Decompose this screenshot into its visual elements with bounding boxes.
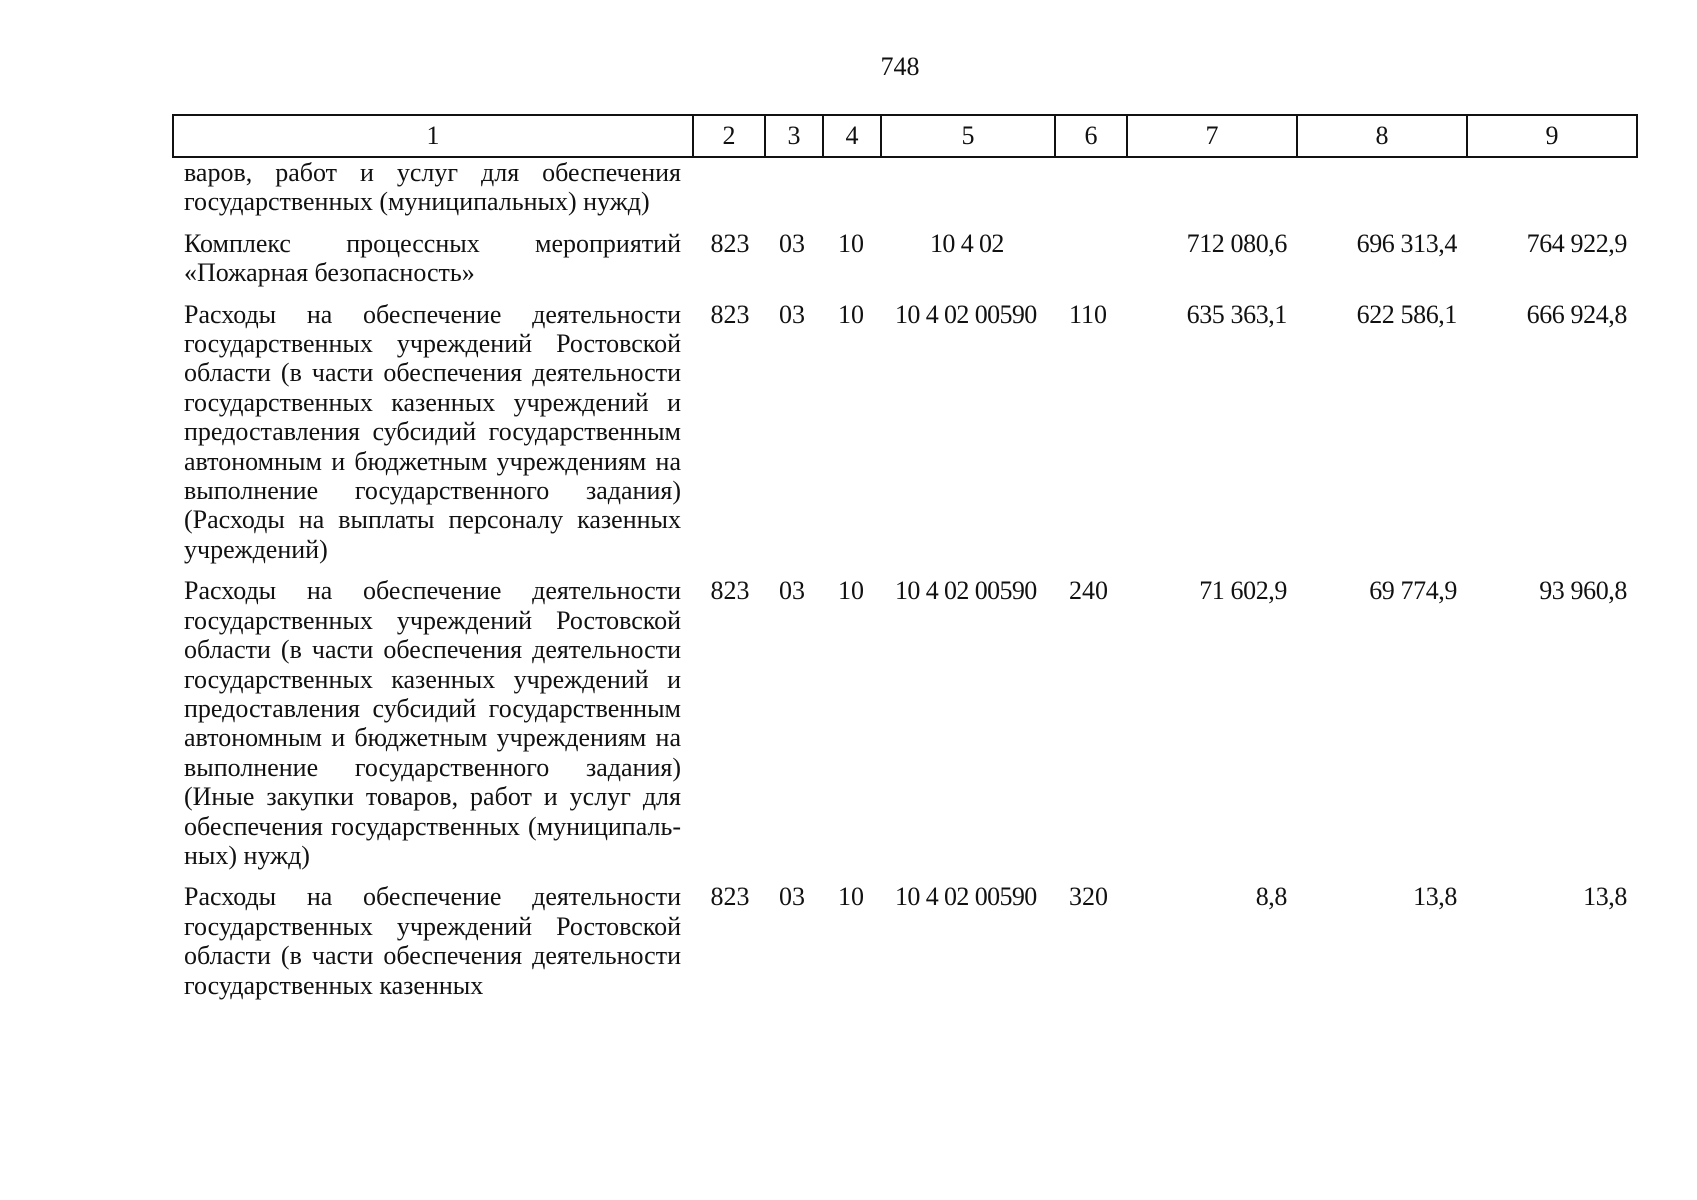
table-row — [173, 300, 1637, 577]
column-header: 4 — [823, 115, 881, 157]
cell-col9: 13,8 — [1583, 882, 1627, 912]
cell-col7 — [1127, 157, 1297, 229]
column-header: 6 — [1055, 115, 1127, 157]
cell-col2: 823 — [710, 576, 750, 606]
cell-col8: 696 313,4 — [1356, 228, 1457, 258]
cell-col8: 622 586,1 — [1356, 299, 1457, 329]
cell-col8: 13,8 — [1413, 882, 1457, 912]
cell-col4 — [823, 157, 881, 229]
cell-col5: 10 4 02 00590 — [895, 576, 1037, 606]
column-header: 8 — [1297, 115, 1467, 157]
cell-col9 — [1467, 157, 1637, 229]
header-row — [173, 115, 1637, 157]
cell-col3: 03 — [779, 299, 805, 329]
cell-col6: 320 — [1069, 882, 1108, 912]
cell-col2: 823 — [710, 228, 750, 258]
table-row — [173, 229, 1637, 300]
cell-col4: 10 — [838, 299, 864, 329]
table-row — [173, 882, 1637, 1012]
cell-col9: 764 922,9 — [1526, 228, 1627, 258]
cell-col7: 635 363,1 — [1186, 299, 1287, 329]
cell-col3: 03 — [779, 882, 805, 912]
cell-col9: 666 924,8 — [1526, 299, 1627, 329]
cell-col7: 8,8 — [1255, 882, 1287, 912]
row-description: варов, работ и услуг для обеспечения государственных (муниципальных) нужд) — [184, 158, 681, 217]
cell-col5: 10 4 02 00590 — [895, 882, 1037, 912]
cell-col8: 69 774,9 — [1369, 576, 1457, 606]
cell-col3: 03 — [779, 576, 805, 606]
row-description: Расходы на обеспечение деятельности государственных учреждений Ростовской области (в части обеспечения деятельности государственных казенных — [184, 882, 681, 1000]
column-header: 2 — [693, 115, 765, 157]
cell-col6 — [1055, 229, 1127, 300]
cell-col5 — [881, 157, 1055, 229]
cell-col2: 823 — [710, 299, 750, 329]
cell-col4: 10 — [838, 882, 864, 912]
budget-table — [172, 114, 1638, 1012]
cell-col4: 10 — [838, 228, 864, 258]
cell-col2: 823 — [710, 882, 750, 912]
cell-col2 — [693, 157, 765, 229]
column-header: 5 — [881, 115, 1055, 157]
cell-col4: 10 — [838, 576, 864, 606]
row-description: Расходы на обеспечение деятельности государственных учреждений Ростовской области (в части обеспечения деятельности государственных казенных учреждений и предоставления субсидий государственным автономным и бюджетным учреждениям на выполнение государственного задания) (Иные закупки товаров, работ и услуг для обеспечения государственных (муниципальных) нужд) — [184, 576, 681, 870]
cell-col6: 110 — [1069, 299, 1108, 329]
column-header: 7 — [1127, 115, 1297, 157]
cell-col9: 93 960,8 — [1539, 576, 1627, 606]
cell-col6 — [1055, 157, 1127, 229]
cell-col5: 10 4 02 — [930, 228, 1004, 258]
cell-col7: 712 080,6 — [1186, 228, 1287, 258]
table-row — [173, 157, 1637, 229]
column-header: 1 — [173, 115, 693, 157]
cell-col3 — [765, 157, 823, 229]
table-row — [173, 576, 1637, 882]
cell-col8 — [1297, 157, 1467, 229]
cell-col6: 240 — [1069, 576, 1108, 606]
row-description: Расходы на обеспечение деятельности государственных учреждений Ростовской области (в части обеспечения деятельности государственных казенных учреждений и предоставления субсидий государственным автономным и бюджетным учреждениям на выполнение государственного задания) (Расходы на выплаты персоналу казенных учреждений) — [184, 299, 681, 564]
cell-col5: 10 4 02 00590 — [895, 299, 1037, 329]
row-description: Комплекс процессных мероприятий «Пожарная безопасность» — [184, 228, 681, 288]
column-header: 9 — [1467, 115, 1637, 157]
page-number: 748 — [880, 52, 920, 81]
cell-col3: 03 — [779, 228, 805, 258]
cell-col7: 71 602,9 — [1199, 576, 1287, 606]
column-header: 3 — [765, 115, 823, 157]
